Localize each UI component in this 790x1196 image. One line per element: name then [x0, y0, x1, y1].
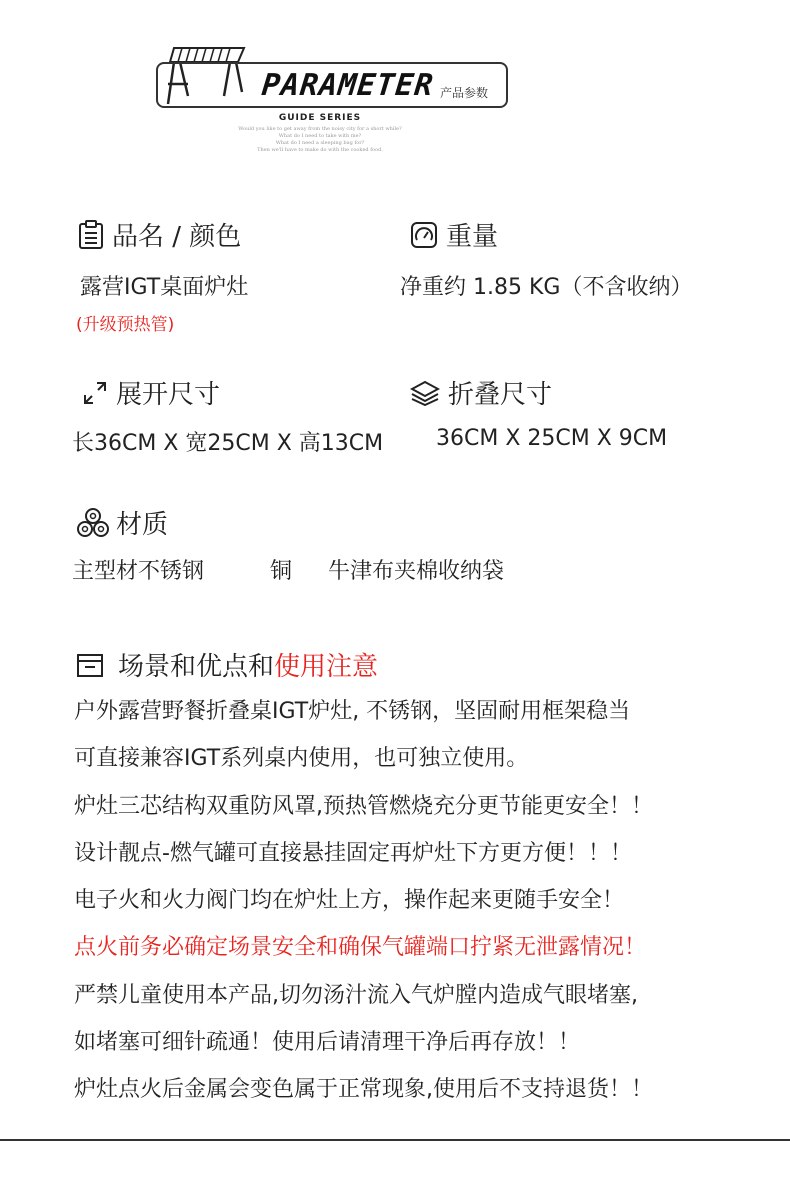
spec-name-text: 品名 / 颜色 [112, 222, 242, 252]
spec-open-size-label [82, 374, 220, 411]
tagline-line: What do I need a sleeping bag for? [275, 140, 365, 146]
tagline-line: Would you like to get away from the noisy city for a short while? [238, 126, 402, 132]
parameter-title: PARAMETER [260, 68, 436, 103]
note-line: 炉灶点火后金属会变色属于正常现象,使用后不支持退货！！ [74, 1077, 653, 1103]
note-line: 户外露营野餐折叠桌IGT炉灶, 不锈钢，坚固耐用框架稳当 [74, 699, 631, 724]
spec-weight-label [410, 216, 498, 253]
note-line: 电子火和火力阀门均在炉灶上方，操作起来更随手安全！ [74, 888, 625, 914]
note-line-warning: 点火前务必确定场景安全和确保气罐端口拧紧无泄露情况！ [74, 935, 647, 961]
spec-material-label [76, 504, 168, 541]
spec-material-text: 材质 [116, 510, 169, 540]
note-line: 设计靓点-燃气罐可直接悬挂固定再炉灶下方更方便！！！ [74, 840, 632, 866]
layers-icon [410, 380, 440, 406]
notes-heading-red: 使用注意 [274, 652, 379, 682]
spec-name-note: (升级预热管) [76, 315, 175, 335]
spec-weight-text: 重量 [446, 222, 499, 252]
spec-folded-size-value: 36CM X 25CM X 9CM [436, 426, 668, 451]
material-item: 铜 [270, 559, 293, 584]
notes-box-icon [76, 652, 104, 678]
note-line: 炉灶三芯结构双重防风罩,预热管燃烧充分更节能更安全！！ [74, 793, 653, 819]
notes-heading [76, 646, 378, 683]
notes-list [74, 700, 790, 1126]
guide-series-label: GUIDE SERIES [278, 113, 362, 123]
clipboard-icon [78, 220, 104, 250]
note-line: 如堵塞可细针疏通！使用后请清理干净后再存放！！ [74, 1030, 581, 1056]
bottom-divider [0, 1139, 790, 1141]
notes-heading-black: 场景和优点和 [118, 652, 275, 682]
note-line: 严禁儿童使用本产品,切勿汤汁流入气炉膛内造成气眼堵塞, [74, 982, 638, 1008]
spec-name-value: 露营IGT桌面炉灶 [80, 275, 249, 300]
guide-tagline [0, 126, 640, 154]
tagline-line: What do I need to take with me? [278, 133, 362, 139]
note-line: 可直接兼容IGT系列桌内使用，也可独立使用。 [74, 746, 529, 772]
gauge-icon [410, 221, 438, 249]
spec-folded-size-text: 折叠尺寸 [448, 380, 553, 410]
spec-weight-value: 净重约 1.85 KG（不含收纳） [400, 275, 693, 300]
spec-folded-size-label [410, 374, 552, 411]
material-rolls-icon [76, 507, 110, 539]
spec-name-label [78, 216, 241, 253]
material-item: 主型材不锈钢 [72, 559, 205, 584]
spec-open-size-value: 长36CM X 宽25CM X 高13CM [72, 431, 384, 456]
material-item: 牛津布夹棉收纳袋 [328, 559, 505, 584]
parameter-subtitle: 产品参数 [440, 86, 489, 100]
tagline-line: Then we'll have to make do with the cooked food. [257, 147, 383, 153]
expand-icon [82, 380, 108, 406]
parameter-header [0, 0, 790, 170]
spec-open-size-text: 展开尺寸 [116, 380, 221, 410]
